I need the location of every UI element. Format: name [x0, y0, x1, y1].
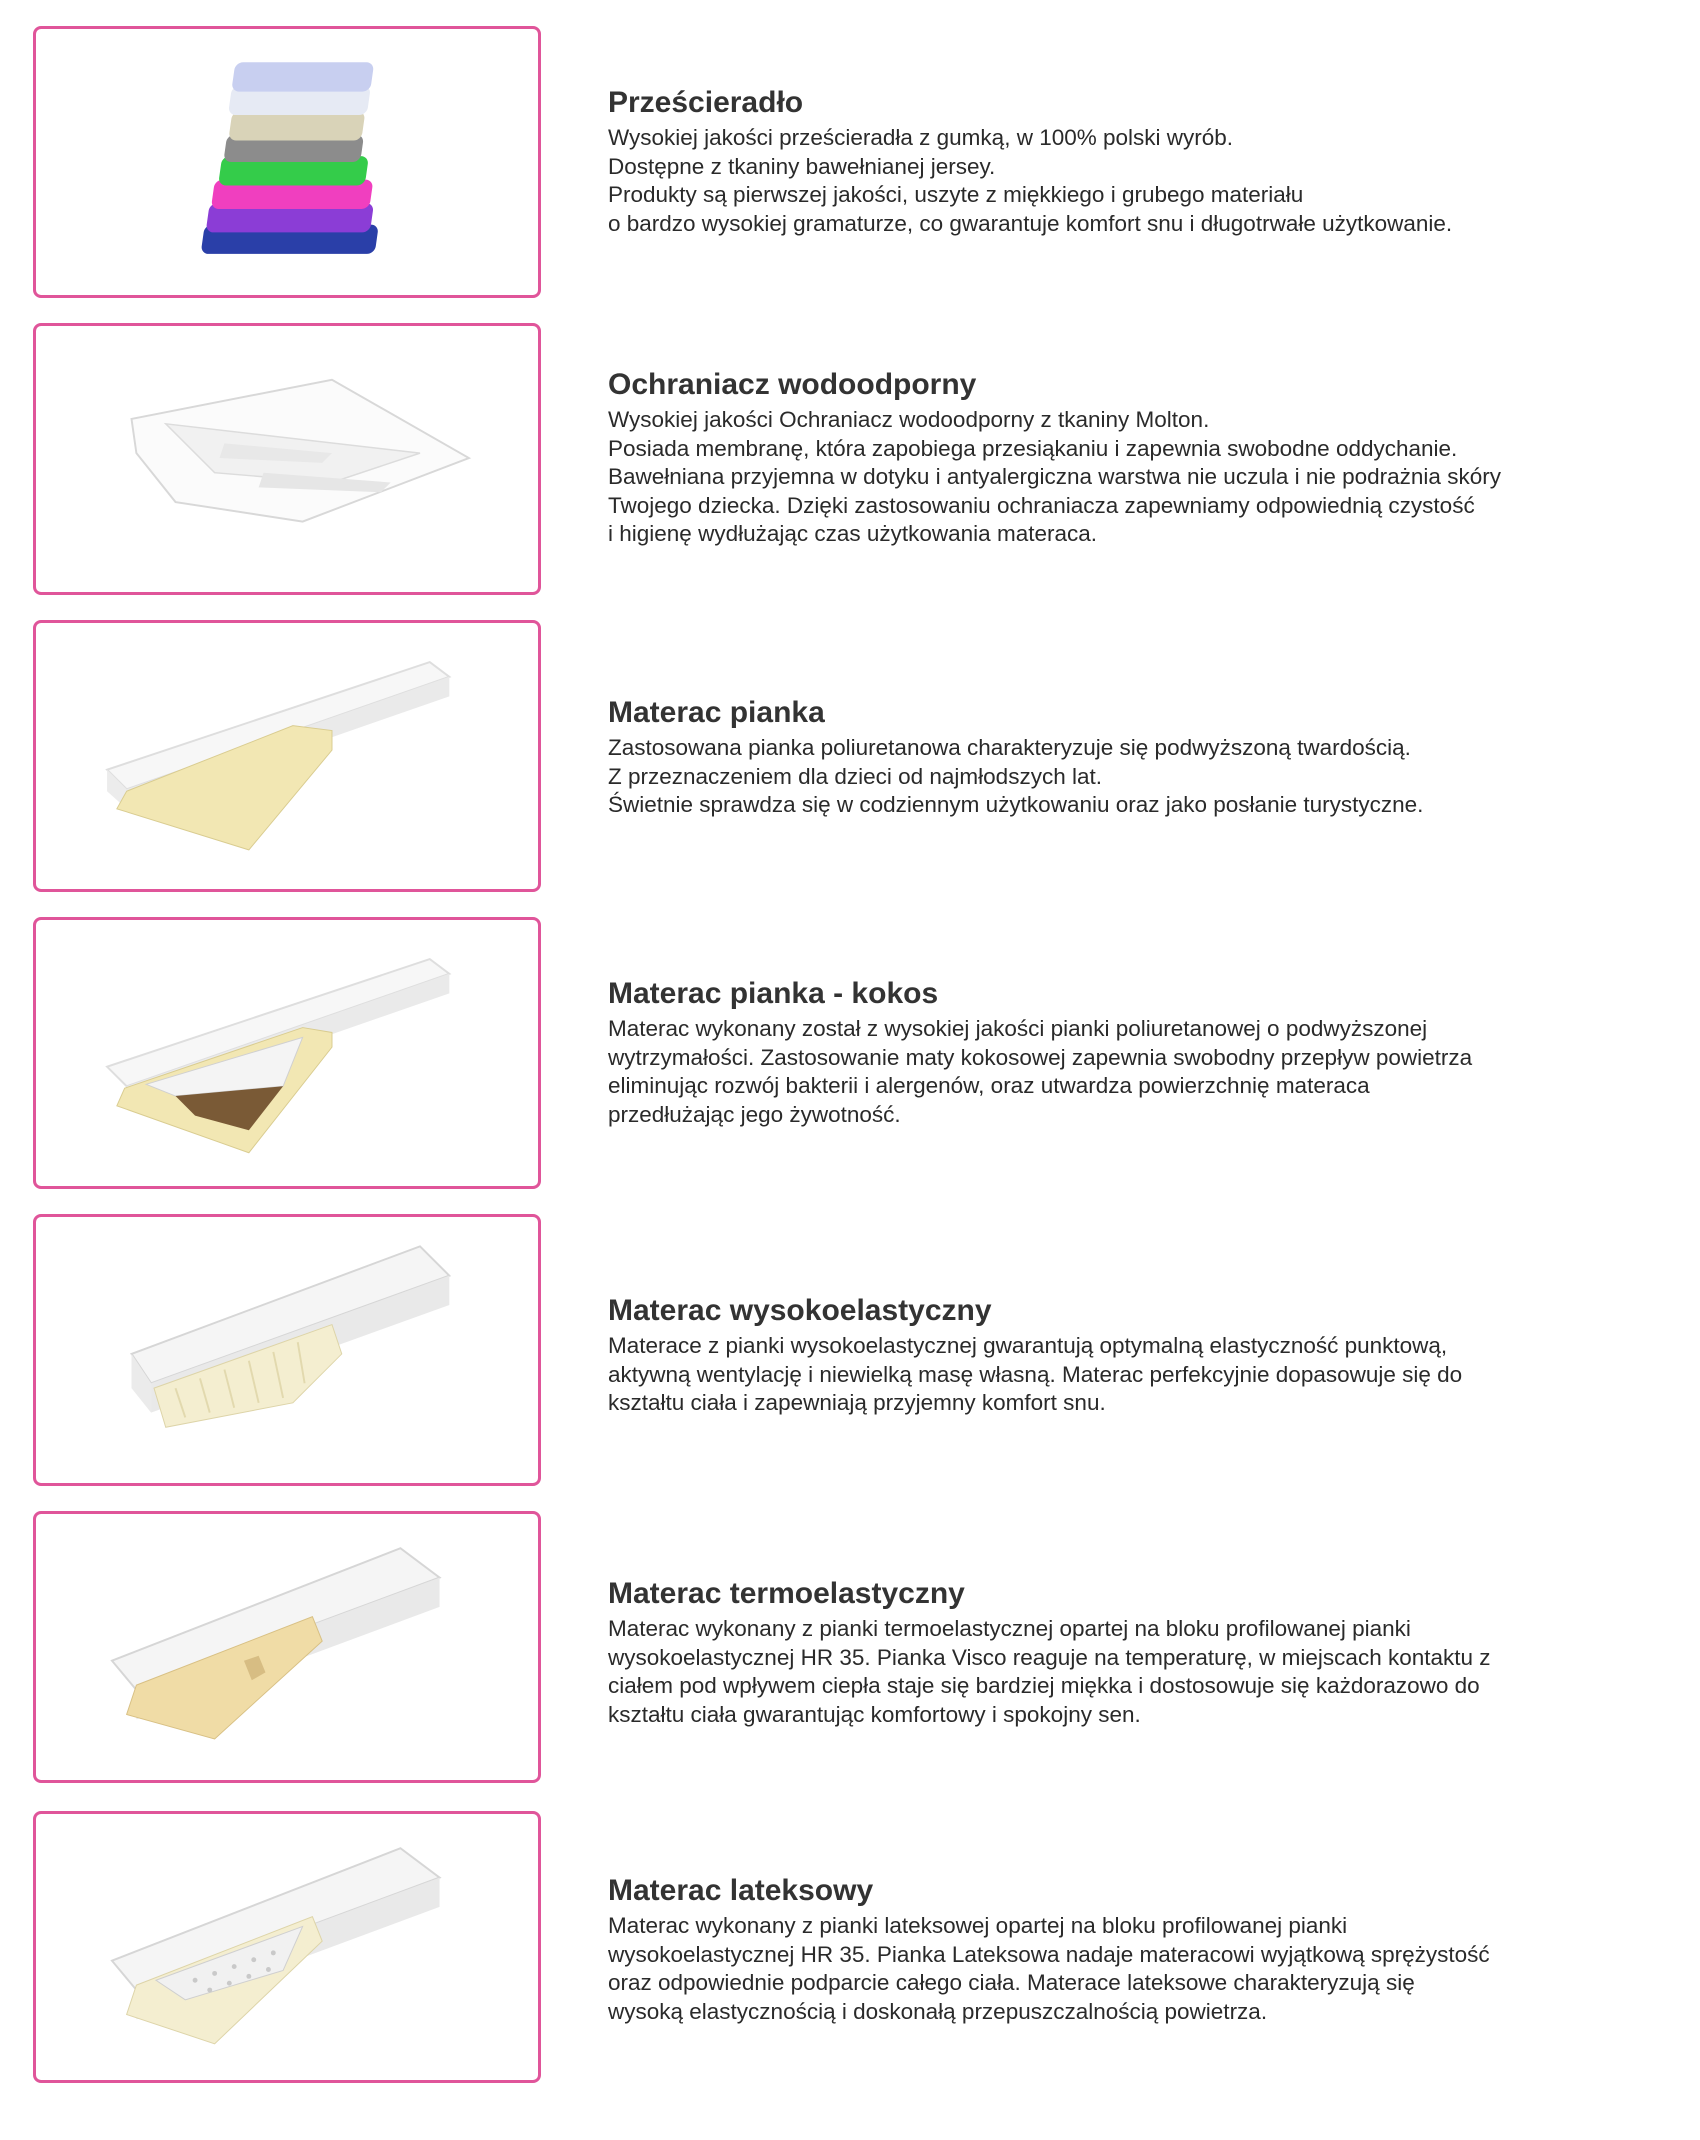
product-image-frame	[33, 1811, 541, 2083]
product-text	[608, 1577, 1658, 1729]
product-description: Wysokiej jakości Ochraniacz wodoodporny z tkaniny Molton. Posiada membranę, która zapobiega przesiąkaniu i zapewnia swobodne oddychanie. Bawełniana przyjemna w dotyku i antyalergiczna warstwa nie uczula i nie podrażnia skóry Twojego dziecka. Dzięki zastosowaniu ochraniacza zapewniamy odpowiednią czystość i higienę wydłużając czas użytkowania materaca.	[608, 407, 1501, 546]
product-image-frame	[33, 323, 541, 595]
folded-sheets-stack-icon	[36, 29, 538, 295]
product-image-frame	[33, 1214, 541, 1486]
product-row	[0, 26, 1700, 298]
product-text	[608, 1874, 1658, 2026]
product-row	[0, 620, 1700, 892]
product-description: Materace z pianki wysokoelastycznej gwarantują optymalną elastyczność punktową, aktywną wentylację i niewielką masę własną. Materac perfekcyjnie dopasowuje się do kształtu ciała i zapewniają przyjemny komfort snu.	[608, 1333, 1463, 1415]
product-description: Materac wykonany został z wysokiej jakości pianki poliuretanowej o podwyższonej wytrzymałości. Zastosowanie maty kokosowej zapewnia swobodny przepływ powietrza eliminując rozwój bakterii i alergenów, oraz utwardza powierzchnię materaca przedłużając jego żywotność.	[608, 1016, 1473, 1127]
product-text	[608, 86, 1658, 238]
product-row	[0, 1511, 1700, 1783]
product-row	[0, 917, 1700, 1189]
product-row	[0, 1811, 1700, 2083]
product-row	[0, 323, 1700, 595]
product-title: Prześcieradło	[608, 86, 804, 119]
product-title: Ochraniacz wodoodporny	[608, 368, 977, 401]
product-image-frame	[33, 26, 541, 298]
product-description: Wysokiej jakości prześcieradła z gumką, w 100% polski wyrób. Dostępne z tkaniny bawełnianej jersey. Produkty są pierwszej jakości, uszyte z miękkiego i grubego materiału o bardzo wysokiej gramaturze, co gwarantuje komfort snu i długotrwałe użytkowanie.	[608, 125, 1453, 236]
product-image-frame	[33, 620, 541, 892]
product-title: Materac pianka - kokos	[608, 977, 939, 1010]
product-image-frame	[33, 1511, 541, 1783]
latex-mattress-cutaway-icon	[36, 1814, 538, 2080]
product-description: Materac wykonany z pianki termoelastycznej opartej na bloku profilowanej pianki wysokoelastycznej HR 35. Pianka Visco reaguje na temperaturę, w miejscach kontaktu z ciałem pod wpływem ciepła staje się bardziej miękka i dostosowuje się każdorazowo do kształtu ciała gwarantując komfortowy i spokojny sen.	[608, 1616, 1491, 1727]
foam-coconut-mattress-cutaway-icon	[36, 920, 538, 1186]
thermoelastic-mattress-cutaway-icon	[36, 1514, 538, 1780]
product-title: Materac wysokoelastyczny	[608, 1294, 992, 1327]
product-text	[608, 696, 1658, 820]
product-image-frame	[33, 917, 541, 1189]
product-title: Materac lateksowy	[608, 1874, 874, 1907]
product-title: Materac termoelastyczny	[608, 1577, 965, 1610]
product-text	[608, 977, 1658, 1129]
product-text	[608, 1294, 1658, 1418]
product-description: Zastosowana pianka poliuretanowa charakteryzuje się podwyższoną twardością. Z przeznaczeniem dla dzieci od najmłodszych lat. Świetnie sprawdza się w codziennym użytkowaniu oraz jako posłanie turystyczne.	[608, 735, 1424, 817]
product-description: Materac wykonany z pianki lateksowej opartej na bloku profilowanej pianki wysokoelastycznej HR 35. Pianka Lateksowa nadaje materacowi wyjątkową sprężystość oraz odpowiednie podparcie całego ciała. Materace lateksowe charakteryzują się wysoką elastycznością i doskonałą przepuszczalnością powietrza.	[608, 1913, 1490, 2024]
product-row	[0, 1214, 1700, 1486]
foam-mattress-cutaway-icon	[36, 623, 538, 889]
product-text	[608, 368, 1658, 549]
folded-waterproof-protector-icon	[36, 326, 538, 592]
high-elastic-mattress-cutaway-icon	[36, 1217, 538, 1483]
product-title: Materac pianka	[608, 696, 825, 729]
